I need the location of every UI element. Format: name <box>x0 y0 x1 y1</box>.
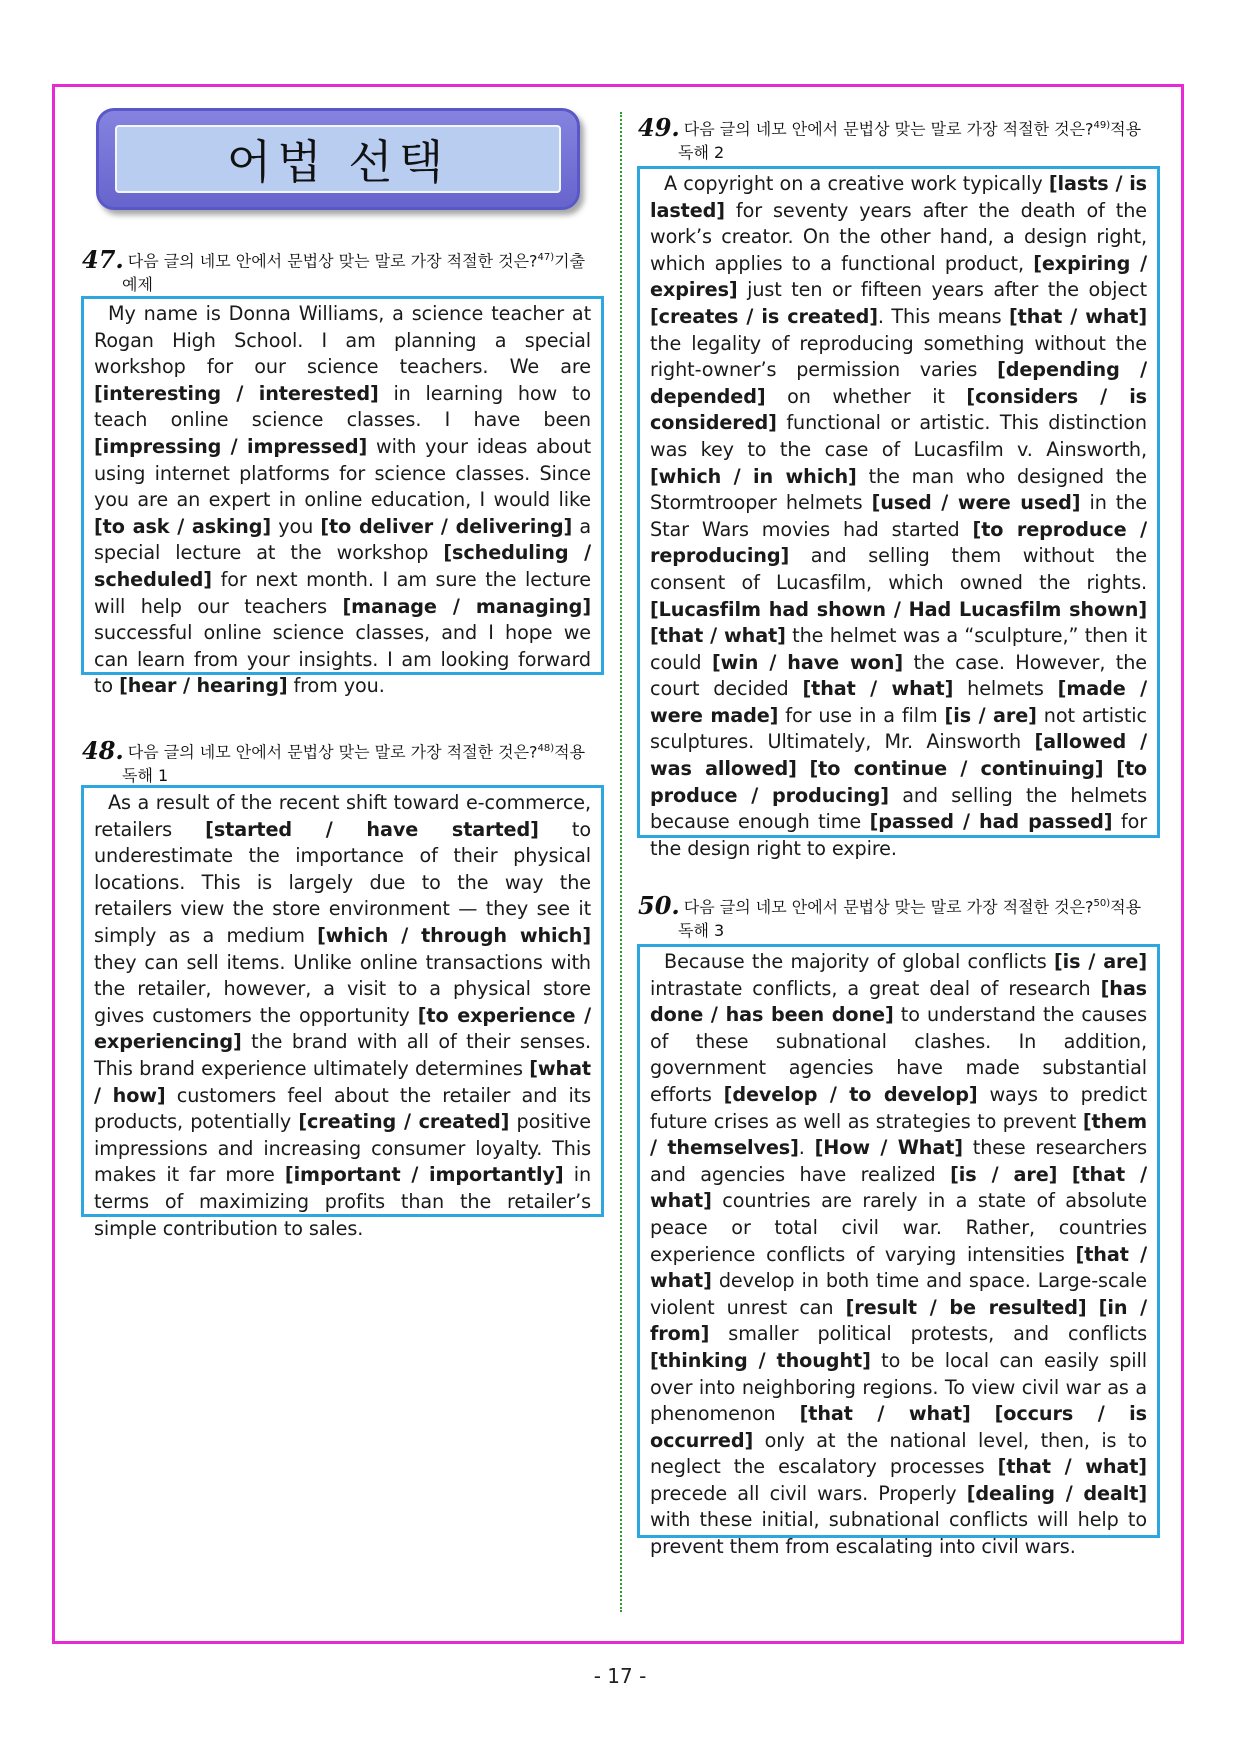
answer-choice: [that / what] <box>650 1242 1147 1293</box>
question-header <box>638 892 1178 943</box>
question-subtitle: 독해 1 <box>122 766 169 786</box>
passage-text <box>650 171 1147 862</box>
answer-choice: [made / were made] <box>650 677 1147 727</box>
answer-choice: [considers / is considered] <box>650 384 1148 435</box>
passage-segment: functional or artistic. This distinction was key to the case of Lucasfilm v. Ainsworth, <box>650 411 1147 461</box>
passage-segment: ways to predict future crises as well as strategies to prevent <box>650 1082 1147 1133</box>
section-title-panel <box>115 125 561 193</box>
question-box <box>637 166 1160 860</box>
passage-segment: positive impressions and increasing consumer loyalty. This makes it far more <box>94 1110 591 1187</box>
passage-segment: . <box>798 1136 815 1160</box>
answer-choice: [allowed / was allowed] <box>650 730 1147 781</box>
answer-choice: [Lucasfilm had shown / Had Lucasfilm shown] <box>650 597 1147 621</box>
question-subtitle: 예제 <box>122 275 153 295</box>
passage-segment: you <box>271 514 321 538</box>
passage-segment: not artistic sculptures. Ultimately, Mr. Ainsworth <box>650 703 1147 754</box>
passage-segment: to be local can easily spill over into neighboring regions. To view civil war as a phenomenon <box>650 1348 1147 1426</box>
answer-choice: [to produce / producing] <box>650 757 1148 807</box>
passage-segment: for seventy years after the death of the work’s creator. On the other hand, a design right, which applies to a functional product, <box>650 198 1147 275</box>
question-tag: 적용 <box>554 742 586 762</box>
passage-segment: to understand the causes of these subnational clashes. In addition, government agencies have made substantial efforts <box>650 1003 1148 1106</box>
answer-choice: [depending / depended] <box>650 358 1147 408</box>
passage-segment: they can sell items. Unlike online transactions with the retailer, however, a visit to a physical store gives customers the opportunity <box>94 950 591 1027</box>
passage-segment: successful online science classes, and I hope we can learn from your insights. I am looking forward to <box>94 621 591 698</box>
passage-segment: countries are rarely in a state of absolute peace or total civil war. Rather, countries experience conflicts of varying intensities <box>650 1189 1147 1266</box>
passage-segment <box>1057 1163 1071 1186</box>
question-subtitle: 독해 3 <box>678 921 725 941</box>
answer-choice: [to continue / continuing] <box>809 757 1104 781</box>
answer-choice: [win / have won] <box>711 650 903 674</box>
passage-segment: in learning how to teach online science classes. I have been <box>94 381 592 432</box>
passage-segment: the legality of reproducing something without the right-owner’s permission varies <box>650 331 1147 382</box>
section-title: 어법 선택 <box>226 135 450 189</box>
answer-choice: [is / are] <box>950 1162 1058 1186</box>
answer-choice: [used / were used] <box>871 491 1081 515</box>
passage-segment: for next month. I am sure the lecture will help our teachers <box>94 567 591 618</box>
answer-choice: [occurs / is occurred] <box>650 1402 1147 1452</box>
answer-choice: [that / what] <box>802 677 954 701</box>
passage-segment: from you. <box>287 674 385 698</box>
answer-choice: [develop / to develop] <box>723 1082 978 1106</box>
question-tag: 적용 <box>1110 897 1142 917</box>
question-subtitle: 독해 2 <box>678 143 725 163</box>
question-prompt: 다음 글의 네모 안에서 문법상 맞는 말로 가장 적절한 것은? <box>683 119 1094 139</box>
passage-segment: A copyright on a creative work typically <box>664 172 1049 195</box>
question-box <box>81 296 604 698</box>
passage-text <box>94 301 591 700</box>
question-tag: 적용 <box>1110 119 1142 139</box>
answer-choice: [in / from] <box>650 1295 1147 1346</box>
passage-segment: . This means <box>877 304 1009 328</box>
answer-choice: [that / what] <box>997 1455 1147 1479</box>
passage-segment: My name is Donna Williams, a science teacher at Rogan High School. I am planning a special workshop for our science teachers. We are <box>94 302 591 379</box>
passage-segment <box>971 1402 995 1425</box>
passage-segment <box>1087 1296 1099 1319</box>
answer-choice: [to experience / experiencing] <box>94 1003 591 1054</box>
answer-choice: [impressing / impressed] <box>94 434 368 458</box>
passage-segment: these researchers and agencies have realized <box>650 1136 1148 1186</box>
passage-segment: helmets <box>953 677 1058 701</box>
section-title-banner <box>96 108 580 210</box>
question-tag: 기출 <box>554 251 586 271</box>
passage-segment: for the design right to expire. <box>650 810 1147 860</box>
answer-choice: [important / importantly] <box>284 1163 564 1187</box>
answer-choice: [interesting / interested] <box>94 381 379 405</box>
question-ref: 49) <box>1093 120 1111 131</box>
question-ref: 48) <box>537 743 555 754</box>
answer-choice: [creates / is created] <box>650 304 878 328</box>
passage-segment: the brand with all of their senses. This brand experience ultimately determines <box>94 1030 591 1080</box>
answer-choice: [is / are] <box>944 703 1037 727</box>
answer-choice: [expiring / expires] <box>650 251 1147 302</box>
passage-segment: just ten or fifteen years after the object <box>737 278 1147 302</box>
passage-segment: As a result of the recent shift toward e-commerce, retailers <box>94 791 591 841</box>
question-number: 47. <box>82 245 124 275</box>
answer-choice: [that / what] <box>650 1162 1147 1213</box>
answer-choice: [passed / had passed] <box>869 810 1113 834</box>
question-number: 49. <box>638 113 680 143</box>
question-prompt: 다음 글의 네모 안에서 문법상 맞는 말로 가장 적절한 것은? <box>127 742 538 762</box>
passage-segment: and selling the helmets because enough time <box>650 783 1147 834</box>
passage-segment <box>797 757 810 780</box>
answer-choice: [dealing / dealt] <box>966 1481 1147 1505</box>
answer-choice: [How / What] <box>814 1136 963 1160</box>
passage-segment: with your ideas about using internet platforms for science classes. Since you are an expert in online education, I would like <box>94 434 591 512</box>
passage-segment: smaller political protests, and conflicts <box>709 1322 1147 1346</box>
answer-choice: [has done / has been done] <box>650 976 1147 1027</box>
question-header <box>638 114 1178 165</box>
passage-segment: the case. However, the court decided <box>650 650 1147 701</box>
passage-segment: develop in both time and space. Large-scale violent unrest can <box>650 1269 1147 1319</box>
answer-choice: [result / be resulted] <box>845 1295 1087 1319</box>
answer-choice: [to deliver / delivering] <box>320 514 573 538</box>
question-prompt: 다음 글의 네모 안에서 문법상 맞는 말로 가장 적절한 것은? <box>127 251 538 271</box>
passage-segment: on whether it <box>765 384 967 408</box>
answer-choice: [creating / created] <box>298 1110 510 1134</box>
passage-segment: in terms of maximizing profits than the retailer’s simple contribution to sales. <box>94 1163 592 1240</box>
answer-choice: [started / have started] <box>205 817 539 841</box>
page-number: - 17 - <box>593 1664 647 1688</box>
question-header <box>82 246 612 297</box>
column-divider <box>620 112 622 1612</box>
passage-segment: intrastate conflicts, a great deal of research <box>650 976 1101 1000</box>
passage-segment: Because the majority of global conflicts <box>664 950 1054 973</box>
answer-choice: [hear / hearing] <box>119 674 288 698</box>
passage-segment: only at the national level, then, is to neglect the escalatory processes <box>650 1428 1147 1479</box>
answer-choice: [is / are] <box>1053 950 1147 973</box>
passage-segment: customers feel about the retailer and its products, potentially <box>94 1083 591 1134</box>
answer-choice: [manage / managing] <box>342 594 591 618</box>
answer-choice: [scheduling / scheduled] <box>94 541 591 591</box>
passage-segment: the helmet was a “sculpture,” then it could <box>650 624 1147 674</box>
passage-segment: with these initial, subnational conflicts will help to prevent them from escalating into civil wars. <box>650 1508 1147 1559</box>
answer-choice: [that / what] <box>650 624 786 648</box>
answer-choice: [them / themselves] <box>650 1109 1147 1160</box>
answer-choice: [what / how] <box>94 1056 591 1107</box>
passage-segment <box>1103 757 1116 780</box>
passage-text <box>94 790 591 1242</box>
answer-choice: [thinking / thought] <box>650 1348 871 1372</box>
passage-segment: the man who designed the Stormtrooper helmets <box>650 464 1147 515</box>
passage-segment: in the Star Wars movies had started <box>650 491 1148 541</box>
answer-choice: [which / through which] <box>317 923 591 947</box>
question-box <box>637 944 1160 1559</box>
passage-segment: and selling them without the consent of Lucasfilm, which owned the rights. <box>650 544 1147 594</box>
question-ref: 50) <box>1093 898 1111 909</box>
question-number: 48. <box>82 736 124 766</box>
question-prompt: 다음 글의 네모 안에서 문법상 맞는 말로 가장 적절한 것은? <box>683 897 1094 917</box>
passage-segment: to underestimate the importance of their physical locations. This is largely due to the way the retailers view the store environment — they see it simply as a medium <box>94 817 591 947</box>
passage-segment: a special lecture at the workshop <box>94 514 591 565</box>
answer-choice: [lasts / is lasted] <box>650 172 1147 222</box>
question-header <box>82 737 612 788</box>
question-number: 50. <box>638 891 680 921</box>
passage-segment: for use in a film <box>778 703 945 727</box>
answer-choice: [to ask / asking] <box>94 514 272 538</box>
answer-choice: [to reproduce / reproducing] <box>650 517 1147 568</box>
passage-segment: precede all civil wars. Properly <box>650 1481 967 1505</box>
answer-choice: [that / what] <box>1009 304 1147 328</box>
passage-text <box>650 949 1147 1561</box>
answer-choice: [which / in which] <box>650 464 857 488</box>
answer-choice: [that / what] <box>799 1402 971 1426</box>
question-box <box>81 785 604 1240</box>
question-ref: 47) <box>537 252 555 263</box>
